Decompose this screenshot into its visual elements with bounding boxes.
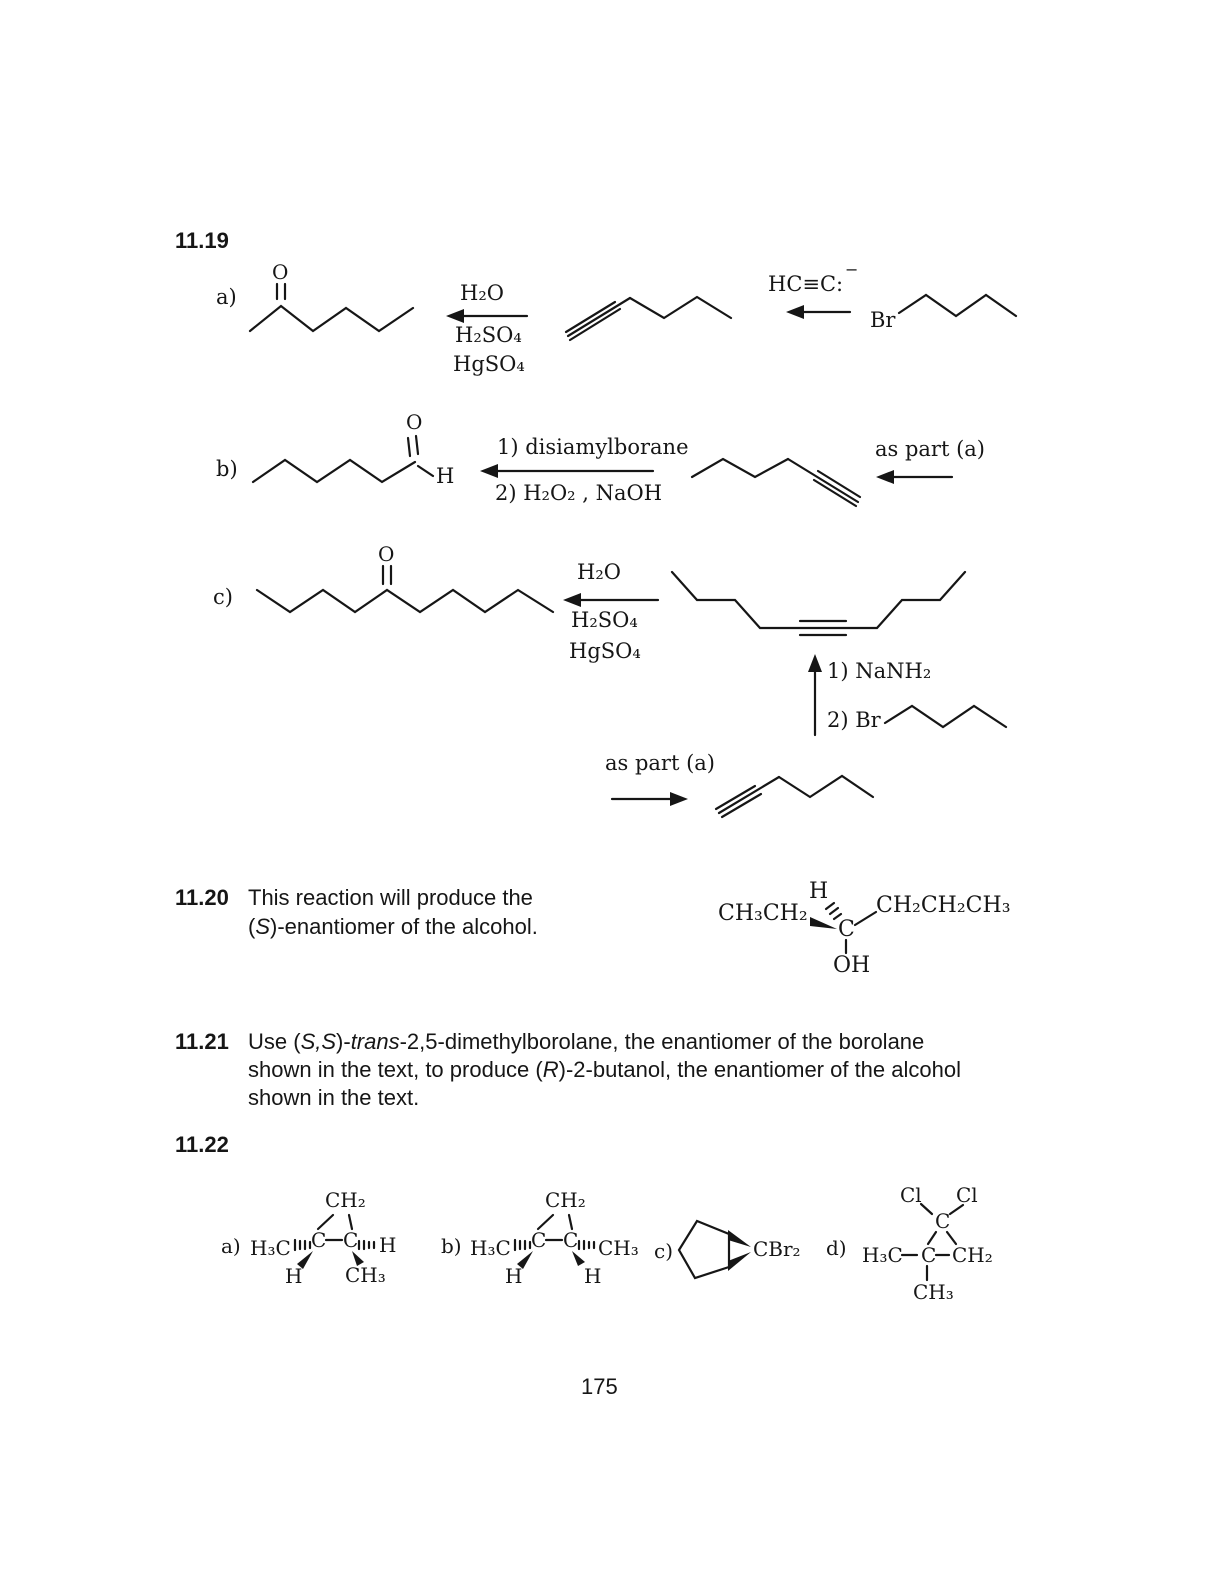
answer-text-line2: (S)-enantiomer of the alcohol. — [248, 914, 538, 939]
reagent-h2o-a: H₂O — [460, 281, 504, 305]
condition-disiamylborane: 1) disiamylborane — [497, 435, 689, 459]
condition-h2o2-naoh: 2) H₂O₂ , NaOH — [495, 481, 663, 505]
reagent-h2o-c: H₂O — [577, 560, 621, 584]
d-ch2: CH₂ — [952, 1243, 993, 1267]
struct-hexanal — [253, 436, 433, 482]
a-ring-c2: C — [343, 1228, 359, 1252]
struct-bromobutane-a — [899, 295, 1016, 316]
step1-nanh2: 1) NaNH₂ — [827, 659, 932, 683]
struct-bromobutane-c — [885, 706, 1006, 727]
part-1122a-label: a) — [221, 1234, 241, 1258]
a-h-right: H — [379, 1233, 397, 1257]
carbonyl-o-a: O — [272, 260, 289, 284]
part-a-label: a) — [216, 285, 237, 309]
struct-5-decanone — [257, 566, 553, 612]
struct-1122a — [295, 1215, 374, 1269]
part-b-label: b) — [216, 457, 238, 481]
reaction-arrow-c-right — [612, 792, 688, 806]
b-h-below-left: H — [505, 1264, 523, 1288]
struct-1-hexyne-c — [716, 776, 873, 817]
reaction-arrow-b1 — [480, 464, 653, 478]
part-1122c-label: c) — [654, 1239, 674, 1263]
answer-1121-line2: shown in the text, to produce (R)-2-butanol, the enantiomer of the alcohol — [248, 1057, 961, 1082]
reaction-arrow-b2 — [876, 470, 952, 484]
part-c-label: c) — [213, 585, 233, 609]
reagent-hgso4-a: HgSO₄ — [453, 352, 525, 376]
carbonyl-o-b: O — [406, 410, 423, 434]
reaction-arrow-a2 — [786, 305, 850, 319]
stereocenter-h: H — [809, 879, 829, 904]
problem-number-1122: 11.22 — [175, 1132, 229, 1157]
struct-5-decyne — [672, 572, 965, 635]
d-c-top: C — [935, 1209, 951, 1233]
b-ch3-right: CH₃ — [598, 1236, 639, 1260]
as-part-a-note-b: as part (a) — [875, 437, 985, 461]
d-cl-left: Cl — [900, 1183, 922, 1207]
reagent-h2so4-a: H₂SO₄ — [455, 323, 522, 347]
problem-number-1120: 11.20 — [175, 885, 229, 910]
struct-1122b — [515, 1215, 594, 1269]
b-ring-c1: C — [531, 1228, 547, 1252]
b-h-below-right: H — [584, 1264, 602, 1288]
struct-1122d — [902, 1204, 963, 1280]
step2-br: 2) Br — [827, 708, 881, 732]
struct-1122c — [679, 1221, 751, 1278]
page-number: 175 — [581, 1374, 618, 1399]
problem-number-1119: 11.19 — [175, 228, 229, 253]
a-h-below: H — [285, 1264, 303, 1288]
aldehyde-h-b: H — [436, 464, 455, 488]
a-h3c: H₃C — [250, 1236, 291, 1260]
reaction-arrow-c1 — [563, 593, 658, 607]
acetylide-negative-charge: − — [845, 260, 859, 279]
reaction-arrow-c-up — [808, 654, 822, 735]
a-ch3-below: CH₃ — [345, 1263, 386, 1287]
part-1122b-label: b) — [441, 1234, 462, 1258]
answer-text-line1: This reaction will produce the — [248, 885, 533, 910]
reagent-h2so4-c: H₂SO₄ — [571, 608, 638, 632]
acetylide-anion: HC≡C: — [768, 272, 844, 296]
c-cbr2: CBr₂ — [753, 1237, 801, 1261]
reagent-hgso4-c: HgSO₄ — [569, 639, 641, 663]
struct-1-hexyne-b — [692, 459, 860, 506]
hydroxyl-group: OH — [833, 953, 871, 978]
a-ring-c1: C — [311, 1228, 327, 1252]
substituent-propyl: CH₂CH₂CH₃ — [876, 893, 1011, 918]
reaction-arrow-a1 — [446, 309, 527, 323]
substituent-ethyl: CH₃CH₂ — [718, 901, 808, 926]
d-h3c: H₃C — [862, 1243, 903, 1267]
br-label-a: Br — [870, 308, 896, 332]
as-part-a-note-c: as part (a) — [605, 751, 715, 775]
d-cl-right: Cl — [956, 1183, 978, 1207]
b-ring-ch2: CH₂ — [545, 1188, 586, 1212]
d-c-mid: C — [921, 1243, 937, 1267]
b-h3c: H₃C — [470, 1236, 511, 1260]
struct-1-hexyne-a — [566, 297, 731, 340]
a-ring-ch2: CH₂ — [325, 1188, 366, 1212]
carbonyl-o-c: O — [378, 542, 395, 566]
stereocenter-c: C — [838, 917, 855, 942]
answer-1121-line3: shown in the text. — [248, 1085, 420, 1110]
problem-number-1121: 11.21 — [175, 1029, 229, 1054]
part-1122d-label: d) — [826, 1236, 847, 1260]
d-ch3-bottom: CH₃ — [913, 1280, 954, 1304]
b-ring-c2: C — [563, 1228, 579, 1252]
answer-1121-line1: Use (S,S)-trans-2,5-dimethylborolane, the enantiomer of the borolane — [248, 1029, 925, 1054]
struct-2-hexanone — [250, 284, 413, 331]
